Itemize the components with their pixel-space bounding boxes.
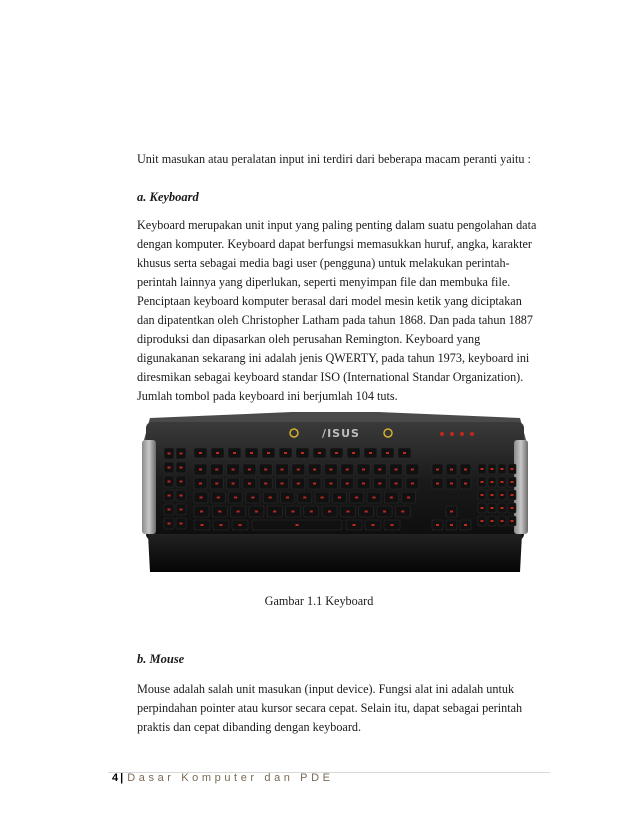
key-legend <box>372 524 375 526</box>
key-legend <box>234 497 237 499</box>
text-line: dengan komputer. Keyboard dapat berfungsi memasukkan huruf, angka, karakter <box>137 237 532 251</box>
text-line: digunakanan sekarang ini adalah jenis QWERTY, pada tahun 1973, keyboard ini <box>137 351 530 365</box>
led-indicator <box>440 432 444 436</box>
led-indicator <box>460 432 464 436</box>
key-legend <box>239 524 242 526</box>
footer-separator: | <box>120 772 124 784</box>
key-legend <box>232 483 235 485</box>
brand-logo: /ISUS <box>322 427 360 440</box>
key-legend <box>248 469 251 471</box>
keyboard-paragraph-2 <box>137 292 557 406</box>
key-legend <box>251 497 254 499</box>
key-legend <box>436 524 439 526</box>
key-legend <box>297 483 300 485</box>
key-legend <box>373 497 376 499</box>
key-legend <box>411 483 414 485</box>
key-legend <box>216 452 219 454</box>
key-legend <box>286 497 289 499</box>
key-legend <box>464 469 467 471</box>
text-line: Penciptaan keyboard komputer berasal dari model mesin ketik yang diciptakan <box>137 294 522 308</box>
key-legend <box>335 452 338 454</box>
key-legend <box>481 468 484 470</box>
key-legend <box>411 469 414 471</box>
key-legend <box>269 497 272 499</box>
key-legend <box>321 497 324 499</box>
key-legend <box>464 524 467 526</box>
key-legend <box>481 494 484 496</box>
key-legend <box>168 467 171 469</box>
key-legend <box>199 452 202 454</box>
text-line: dan dipatentkan oleh Christopher Latham pada tahun 1868. Dan pada tahun 1887 <box>137 313 533 327</box>
text-line: diproduksi dan dipasarkan oleh perusahan Remington. Keyboard yang <box>137 332 481 346</box>
mouse-paragraph <box>137 680 557 737</box>
text-line: khusus serta sebagai media bagi user (pengguna) untuk melakukan perintah- <box>137 256 510 270</box>
key-legend <box>355 497 358 499</box>
text-line: Keyboard merupakan unit input yang paling penting dalam suatu pengolahan data <box>137 218 537 232</box>
text-line: diresmikan sebagai keyboard standar ISO (International Standar Organization). <box>137 370 524 384</box>
key-legend <box>255 511 258 513</box>
key-legend <box>264 469 267 471</box>
key-legend <box>491 481 494 483</box>
key-legend <box>248 483 251 485</box>
led-indicator <box>470 432 474 436</box>
key-legend <box>491 507 494 509</box>
key-legend <box>501 494 504 496</box>
key-legend <box>313 483 316 485</box>
key-legend <box>284 452 287 454</box>
key-legend <box>180 509 183 511</box>
key-legend <box>481 481 484 483</box>
text-line: Jumlah tombol pada keyboard ini berjumlah 104 tuts. <box>137 389 398 403</box>
key-legend <box>220 524 223 526</box>
text-line: praktis dan cepat dibanding dengan keyboard. <box>137 720 362 734</box>
key-legend <box>281 483 284 485</box>
key-legend <box>180 481 183 483</box>
key-legend <box>273 511 276 513</box>
key-legend <box>264 483 267 485</box>
key-legend <box>346 469 349 471</box>
key-legend <box>511 481 514 483</box>
key-legend <box>318 452 321 454</box>
key-legend <box>491 520 494 522</box>
key-legend <box>369 452 372 454</box>
key-legend <box>511 494 514 496</box>
key-legend <box>168 495 171 497</box>
key-legend <box>450 524 453 526</box>
key-legend <box>346 511 349 513</box>
key-legend <box>395 483 398 485</box>
key-legend <box>232 469 235 471</box>
key-legend <box>391 524 394 526</box>
figure-caption: Gambar 1.1 Keyboard <box>264 594 374 608</box>
key-legend <box>338 497 341 499</box>
key-legend <box>501 481 504 483</box>
key-legend <box>450 469 453 471</box>
key-legend <box>401 511 404 513</box>
key-legend <box>180 495 183 497</box>
key-legend <box>390 497 393 499</box>
keyboard-paragraph-1 <box>137 216 557 292</box>
key-legend <box>303 497 306 499</box>
key-legend <box>180 523 183 525</box>
key-legend <box>511 468 514 470</box>
led-indicator <box>450 432 454 436</box>
page-number: 4 <box>112 772 119 784</box>
text-line: perpindahan pointer atau kursor secara cepat. Selain itu, dapat sebagai perintah <box>137 701 523 715</box>
key-legend <box>233 452 236 454</box>
intro-text: Unit masukan atau peralatan input ini terdiri dari beberapa macam peranti yaitu : <box>137 152 531 166</box>
key-legend <box>329 483 332 485</box>
key-legend <box>267 452 270 454</box>
key-legend <box>201 524 204 526</box>
key-legend <box>464 483 467 485</box>
key-legend <box>199 469 202 471</box>
key-legend <box>200 511 203 513</box>
key-legend <box>180 467 183 469</box>
text-line: Mouse adalah salah unit masukan (input device). Fungsi alat ini adalah untuk <box>137 682 515 696</box>
key-legend <box>481 507 484 509</box>
key-legend <box>281 469 284 471</box>
key-legend <box>511 507 514 509</box>
key-legend <box>296 524 299 526</box>
key-legend <box>407 497 410 499</box>
key-legend <box>217 497 220 499</box>
key-legend <box>481 520 484 522</box>
key-legend <box>329 469 332 471</box>
key-legend <box>328 511 331 513</box>
key-legend <box>491 494 494 496</box>
key-legend <box>436 469 439 471</box>
key-legend <box>450 511 453 513</box>
key-legend <box>450 483 453 485</box>
key-legend <box>378 469 381 471</box>
key-legend <box>403 452 406 454</box>
key-legend <box>501 507 504 509</box>
key-legend <box>501 468 504 470</box>
key-legend <box>352 452 355 454</box>
key-legend <box>362 469 365 471</box>
key-legend <box>199 483 202 485</box>
page-footer <box>112 772 334 784</box>
key-legend <box>250 452 253 454</box>
key-legend <box>215 483 218 485</box>
key-legend <box>218 511 221 513</box>
key-legend <box>168 523 171 525</box>
key-legend <box>168 453 171 455</box>
key-legend <box>383 511 386 513</box>
key-legend <box>301 452 304 454</box>
key-legend <box>362 483 365 485</box>
key-legend <box>436 483 439 485</box>
keyboard-illustration <box>142 400 528 574</box>
key-legend <box>386 452 389 454</box>
key-legend <box>310 511 313 513</box>
key-legend <box>395 469 398 471</box>
key-legend <box>215 469 218 471</box>
key-legend <box>180 453 183 455</box>
key-legend <box>491 468 494 470</box>
keyboard-image <box>142 400 528 574</box>
key-legend <box>200 497 203 499</box>
key-legend <box>168 481 171 483</box>
key-legend <box>346 483 349 485</box>
key-legend <box>365 511 368 513</box>
key-legend <box>297 469 300 471</box>
key-legend <box>168 509 171 511</box>
footer-title: Dasar Komputer dan PDE <box>127 772 334 784</box>
key-legend <box>313 469 316 471</box>
key-legend <box>292 511 295 513</box>
text-line: perintah lainnya yang diperlukan, seperti menyimpan file dan membuka file. <box>137 275 511 289</box>
key-legend <box>378 483 381 485</box>
key-legend <box>353 524 356 526</box>
key-legend <box>237 511 240 513</box>
section-b-heading: b. Mouse <box>137 652 185 666</box>
key-legend <box>511 520 514 522</box>
section-a-heading: a. Keyboard <box>137 190 199 204</box>
key-legend <box>501 520 504 522</box>
